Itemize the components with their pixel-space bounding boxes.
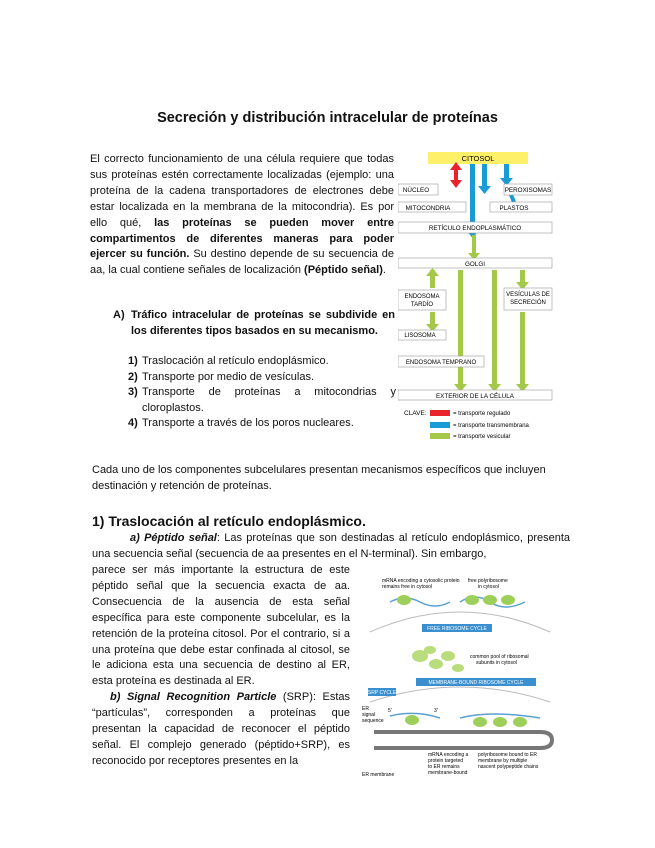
intro-paragraph <box>90 152 394 279</box>
red-arrow-head-down <box>450 180 462 188</box>
reticulo-label: RETÍCULO ENDOPLASMÁTICO <box>428 225 522 232</box>
item-a-cont-text: parece ser más importante la estructura de este péptido señal que la secuencia exacta de aa. Consecuencia de la ausencia de esta señal específica para este componente subcelular, es la retención de la proteína citosol. Por el contrario, si a una proteína que debe estar confinada al citosol, se le adiciona esta una secuencia de destino al ER, esta proteína es destinada al ER. <box>92 564 350 688</box>
green-arrow-long-2 <box>492 270 497 386</box>
list-number: 4) <box>128 417 138 429</box>
citosol-label: CITOSOL <box>461 154 495 163</box>
list-text: Traslocación al retículo endoplásmico. <box>142 355 329 367</box>
endosoma-tardio-label: ENDOSOMA TARDÍO <box>404 294 440 308</box>
d2-label-2: remains free in cytosol <box>382 584 433 590</box>
item-a-paragraph <box>92 531 570 563</box>
d2-signal: signal <box>362 712 376 718</box>
intro-bold-2: (Péptido señal) <box>304 264 383 277</box>
list-item <box>128 385 396 416</box>
section-a <box>113 307 395 339</box>
green-arrow-long-1 <box>458 270 463 386</box>
d2-er-membrane: ER membrane <box>362 772 395 778</box>
d2-label-12: membrane by multiple <box>478 758 528 764</box>
peroxisomas-label: PEROXISOMAS <box>504 187 552 194</box>
d2-3prime: 3' <box>434 708 438 714</box>
d2-label-5: common pool of ribosomal <box>470 654 529 660</box>
ribosome <box>397 595 411 605</box>
item-a-text: : Las proteínas que son destinadas al retículo endoplásmico, presenta una secuencia señal (secuencia de aa presentes en el N-terminal). Sin embargo, <box>92 532 571 560</box>
vesiculas-label: VESÍCULAS DE SECRECIÓN <box>506 292 550 306</box>
er-membrane-shape <box>374 732 552 748</box>
protein-traffic-diagram <box>398 150 560 445</box>
legend-green-swatch <box>430 433 450 439</box>
green-arrow-er-golgi <box>472 235 476 255</box>
item-a-label: a) Péptido señal <box>130 532 217 544</box>
ribosome <box>493 717 507 727</box>
ribosome <box>465 595 479 605</box>
ribosome <box>473 717 487 727</box>
mechanism-list <box>128 354 396 432</box>
list-number: 3) <box>128 386 138 398</box>
legend-blue-swatch <box>430 422 450 428</box>
d2-label-6: subunits in cytosol <box>476 660 517 666</box>
endosoma-temprano-label: ENDOSOMA TEMPRANO <box>405 360 477 366</box>
legend-red-label: = transporte regulado <box>453 411 511 417</box>
clave-label: CLAVE: <box>404 410 427 417</box>
membrane-cycle-arrow <box>367 687 550 702</box>
d2-label-11: polyribosome bound to ER <box>478 752 537 758</box>
item-b-label: b) Signal Recognition Particle <box>110 691 277 704</box>
srp-cycle-label: SRP CYCLE <box>367 690 397 696</box>
d2-label-8: protein targeted <box>428 758 464 764</box>
ribosome <box>483 595 497 605</box>
legend-blue-label: = transporte transmembrana <box>453 423 529 429</box>
membrane-cycle-label: MEMBRANE-BOUND RIBOSOME CYCLE <box>428 680 524 686</box>
exterior-label: EXTERIOR DE LA CÉLULA <box>435 393 515 400</box>
d2-label-3: free polyribosome <box>468 578 508 584</box>
list-text: Transporte por medio de vesículas. <box>142 370 315 383</box>
subunit <box>424 646 436 654</box>
subunit <box>441 651 455 661</box>
blue-arrow-shaft-2 <box>482 164 487 188</box>
green-arrow-lisosoma <box>430 312 435 326</box>
list-item <box>128 370 396 386</box>
item-a-continuation <box>92 563 350 770</box>
list-number: 1) <box>128 355 138 367</box>
d2-sequence: sequence <box>362 718 384 724</box>
subunit <box>429 659 443 669</box>
d2-label-4: in cytosol <box>478 584 499 590</box>
lisosoma-label: LISOSOMA <box>404 333 436 339</box>
green-arrow-vesiculas <box>520 312 525 386</box>
intro-bold: las proteínas se pueden mover entre compartimentos de diferentes maneras para poder ejercer su función. <box>90 216 394 261</box>
section-a-text: Tráfico intracelular de proteínas se subdivide en los diferentes tipos basados en su mecanismo. <box>131 309 395 337</box>
section-a-label: A) <box>113 309 125 321</box>
ribosome-cycle-diagram <box>360 572 560 782</box>
d2-label-9: to ER remains <box>428 764 460 770</box>
item-b-paragraph <box>92 690 350 770</box>
heading-traslocacion: 1) Traslocación al retículo endoplásmico. <box>92 513 366 529</box>
intro-text-3: . <box>382 264 386 277</box>
blue-arrow-head-2 <box>478 186 491 194</box>
paragraph-2: Cada uno de los componentes subcelulares presentan mecanismos específicos que incluyen destinación y retención de proteínas. <box>92 464 546 492</box>
d2-label-13: nascent polypeptide chains <box>478 764 539 770</box>
ribosome <box>501 595 515 605</box>
green-arrow-head <box>426 268 439 276</box>
mitocondria-label: MITOCONDRIA <box>405 205 451 212</box>
blue-arrow-shaft-3 <box>504 164 509 180</box>
legend-red-swatch <box>430 410 450 416</box>
free-cycle-label: FREE RIBOSOME CYCLE <box>427 626 487 632</box>
intro-text-2: Su destino depende de su secuencia de aa, la cual contiene señales de localización <box>90 248 395 277</box>
plastos-label: PLASTOS <box>499 205 529 212</box>
d2-label-1: mRNA encoding a cytosolic protein <box>382 578 460 584</box>
list-item <box>128 416 396 432</box>
d2-label-10: membrane-bound <box>428 770 468 776</box>
d2-er: ER <box>362 706 369 712</box>
ribosome <box>405 715 419 725</box>
golgi-label: GOLGI <box>465 261 485 268</box>
list-text: Transporte a través de los poros nucleares. <box>142 417 354 429</box>
list-text: Transporte de proteínas a mitocondrias y cloroplastos. <box>142 386 396 414</box>
list-number: 2) <box>128 370 138 383</box>
list-item <box>128 354 396 370</box>
subunit <box>452 664 464 672</box>
item-b-text: (SRP): Estas “partículas”, corresponden a proteínas que presentan la capacidad de reconocer el péptido señal. El complejo generado (péptido+SRP), es reconocido por receptores presentes en la <box>92 691 351 767</box>
green-arrow-right <box>520 270 525 284</box>
intro-text-1: El correcto funcionamiento de una célula requiere que todas sus proteínas estén correctamente localizadas (ejemplo: una proteína de la cadena transportadores de electrones debe estar localizada en la membrana de la mitocondria). Es por ello qué, <box>90 153 394 229</box>
red-arrow-shaft <box>454 168 458 182</box>
page-title: Secreción y distribución intracelular de proteínas <box>157 110 498 126</box>
d2-5prime: 5' <box>388 708 392 714</box>
ribosome <box>513 717 527 727</box>
legend-green-label: = transporte vesicular <box>453 434 511 440</box>
nucleo-label: NÚCLEO <box>402 187 430 194</box>
d2-label-7: mRNA encoding a <box>428 752 469 758</box>
